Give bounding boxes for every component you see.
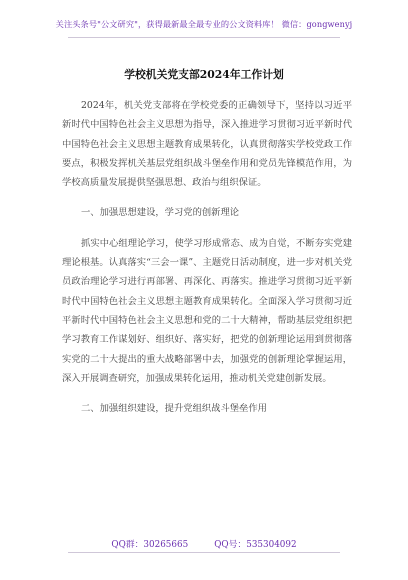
document-body xyxy=(62,96,352,429)
section-heading-2: 二、加强组织建设，提升党组织战斗堡垒作用 xyxy=(81,403,267,415)
document-title: 学校机关党支部2024年工作计划 xyxy=(124,68,284,81)
section-1-paragraph: 抓实中心组理论学习，使学习形成常态、成为自觉，不断夯实党建理论根基。认真落实“三会一课”、主题党日活动制度，进一步对机关党员政治理论学习进行再部署、再深化、再落实。推进学习贯彻习近平新时代中国特色社会主义思想主题教育成果转化。全面深入学习贯彻习近平新时代中国特色社会主义思想和党的二十大精神，帮助基层党组织把学习教育工作谋划好、组织好、落实好，把党的创新理论运用到贯彻落实党的二十大提出的重大战略部署中去，加强党的创新理论掌握运用，深入开展调查研究，加强成果转化运用，推动机关党建创新发展。 xyxy=(62,237,352,384)
header-divider xyxy=(68,37,340,38)
header-notice: 关注头条号"公文研究"，获得最新最全最专业的公文资料库！ 微信：gongwenyj xyxy=(55,19,353,29)
footer-divider xyxy=(68,552,340,553)
footer-qq-number: QQ号：535304092 xyxy=(214,540,297,550)
section-heading-1: 一、加强思想建设，学习党的创新理论 xyxy=(81,207,240,219)
footer-contacts xyxy=(0,537,408,550)
footer-qq-group: QQ群：30265665 xyxy=(111,540,189,550)
intro-paragraph: 2024年，机关党支部将在学校党委的正确领导下，坚持以习近平新时代中国特色社会主义思想为指导，深入推进学习贯彻习近平新时代中国特色社会主义思想主题教育成果转化，认真贯彻落实学校党政工作要点，积极发挥机关基层党组织战斗堡垒作用和党员先锋模范作用，为学校高质量发展提供坚强思想、政治与组织保证。 xyxy=(62,100,352,189)
